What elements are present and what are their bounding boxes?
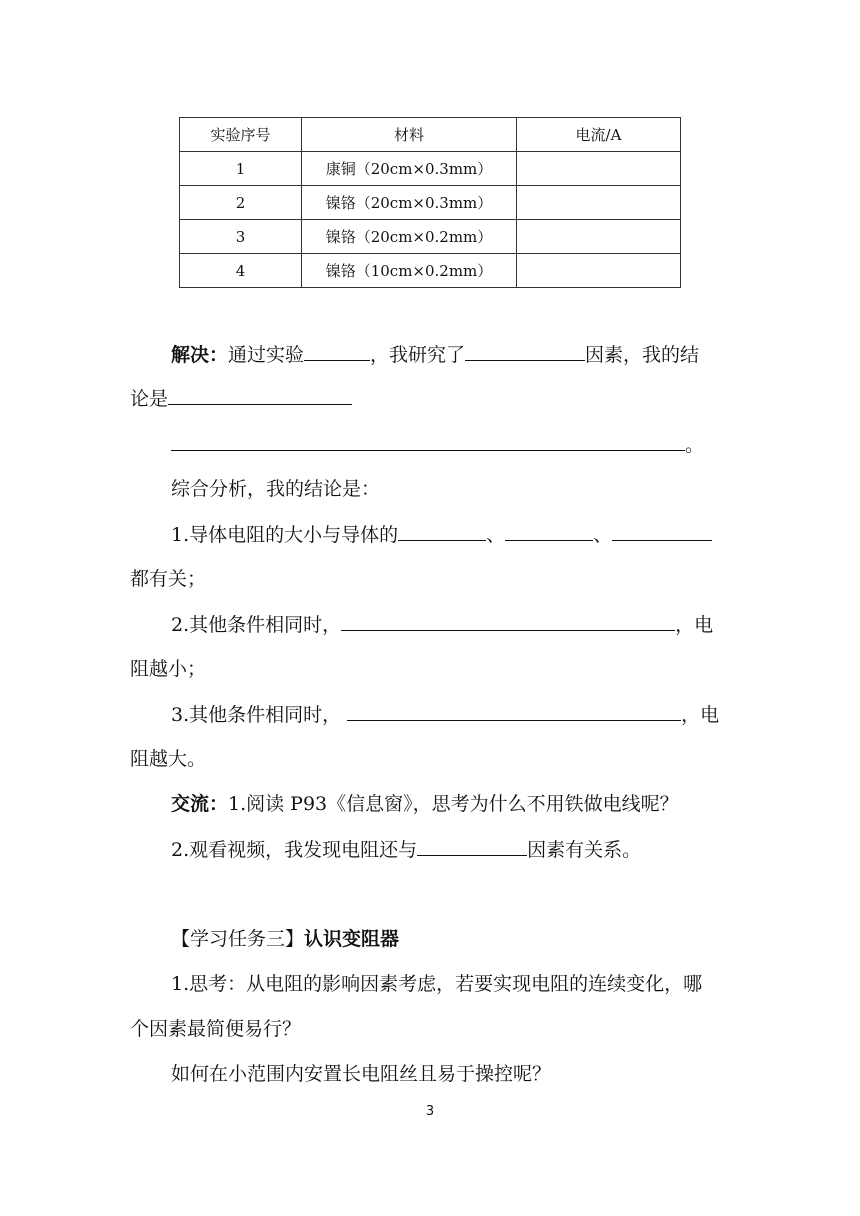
header-current: 电流/A bbox=[517, 118, 681, 152]
exchange-label: 交流： bbox=[171, 793, 229, 815]
exchange-item-2: 2.观看视频，我发现电阻还与 因素有关系。 bbox=[0, 835, 860, 864]
table-header-row bbox=[180, 118, 681, 152]
blank bbox=[398, 520, 486, 541]
blank bbox=[341, 610, 675, 631]
blank bbox=[171, 430, 685, 451]
solve-line-3: 。 bbox=[0, 430, 860, 459]
cell-material: 康铜（20cm×0.3mm） bbox=[302, 152, 517, 186]
cell-current bbox=[517, 254, 681, 288]
cell-current bbox=[517, 186, 681, 220]
blank bbox=[168, 384, 352, 405]
blank bbox=[304, 340, 370, 361]
solve-line-2: 论是 bbox=[0, 384, 860, 413]
blank bbox=[465, 340, 585, 361]
cell-trial: 4 bbox=[180, 254, 302, 288]
cell-trial: 3 bbox=[180, 220, 302, 254]
task3-q1-line2: 个因素最简便易行？ bbox=[130, 1018, 302, 1040]
cell-material: 镍铬（20cm×0.3mm） bbox=[302, 186, 517, 220]
solve-label: 解决： bbox=[171, 344, 229, 366]
cell-material: 镍铬（20cm×0.2mm） bbox=[302, 220, 517, 254]
summary-item-1-tail: 都有关； bbox=[130, 568, 207, 590]
table-row bbox=[180, 254, 681, 288]
blank bbox=[347, 700, 681, 721]
cell-material: 镍铬（10cm×0.2mm） bbox=[302, 254, 517, 288]
exchange-item-1: 交流：1.阅读 P93《信息窗》，思考为什么不用铁做电线呢？ bbox=[171, 793, 679, 815]
table-row bbox=[180, 186, 681, 220]
cell-trial: 2 bbox=[180, 186, 302, 220]
cell-trial: 1 bbox=[180, 152, 302, 186]
summary-item-1: 1.导体电阻的大小与导体的 、 、 bbox=[0, 520, 860, 549]
solve-line-1: 解决：通过实验 ，我研究了 因素，我的结 bbox=[0, 340, 860, 369]
task3-q2: 如何在小范围内安置长电阻丝且易于操控呢？ bbox=[171, 1063, 552, 1085]
header-material: 材料 bbox=[302, 118, 517, 152]
table-row bbox=[180, 220, 681, 254]
cell-current bbox=[517, 152, 681, 186]
summary-item-3: 3.其他条件相同时， ，电 bbox=[0, 700, 860, 729]
blank bbox=[612, 520, 712, 541]
task3-q1-line1: 1.思考：从电阻的影响因素考虑，若要实现电阻的连续变化，哪 bbox=[171, 973, 703, 995]
cell-current bbox=[517, 220, 681, 254]
header-trial-number: 实验序号 bbox=[180, 118, 302, 152]
page-number: 3 bbox=[425, 1104, 435, 1119]
summary-item-2-tail: 阻越小； bbox=[130, 658, 207, 680]
summary-item-2: 2.其他条件相同时， ，电 bbox=[0, 610, 860, 639]
summary-intro: 综合分析，我的结论是： bbox=[171, 478, 381, 500]
blank bbox=[417, 835, 527, 856]
table-row bbox=[180, 152, 681, 186]
task3-heading: 【学习任务三】认识变阻器 bbox=[171, 928, 400, 950]
blank bbox=[505, 520, 593, 541]
experiment-table bbox=[179, 117, 681, 288]
summary-item-3-tail: 阻越大。 bbox=[130, 748, 207, 770]
